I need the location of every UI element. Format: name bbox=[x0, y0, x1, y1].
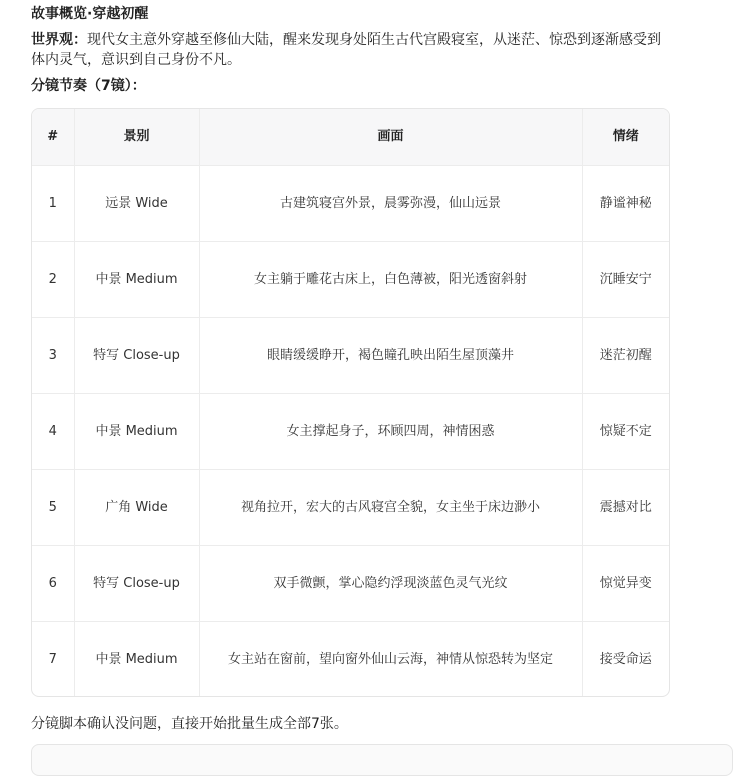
footer-message: 分镜脚本确认没问题，直接开始批量生成全部7张。 bbox=[31, 716, 348, 732]
worldview-text: 现代女主意外穿越至修仙大陆，醒来发现身处陌生古代宫殿寝室，从迷茫、惊恐到逐渐感受到体内灵气，意识到自己身份不凡。 bbox=[31, 32, 661, 68]
worldview-paragraph bbox=[31, 30, 671, 70]
cell-scene: 视角拉开，宏大的古风寝宫全貌，女主坐于床边渺小 bbox=[199, 470, 582, 546]
cell-number: 4 bbox=[32, 394, 74, 470]
table-row bbox=[32, 166, 669, 242]
storyboard-title: 分镜节奏（7镜）： bbox=[31, 78, 146, 94]
cell-scene: 女主站在窗前，望向窗外仙山云海，神情从惊恐转为坚定 bbox=[199, 622, 582, 698]
cell-emotion: 迷茫初醒 bbox=[582, 318, 669, 394]
header-emotion: 情绪 bbox=[582, 109, 669, 166]
cell-shot-type: 中景 Medium bbox=[74, 242, 199, 318]
cell-number: 3 bbox=[32, 318, 74, 394]
cell-number: 2 bbox=[32, 242, 74, 318]
table-row bbox=[32, 546, 669, 622]
cell-scene: 双手微颤，掌心隐约浮现淡蓝色灵气光纹 bbox=[199, 546, 582, 622]
table-row bbox=[32, 318, 669, 394]
cell-number: 6 bbox=[32, 546, 74, 622]
cell-scene: 眼睛缓缓睁开，褐色瞳孔映出陌生屋顶藻井 bbox=[199, 318, 582, 394]
cell-scene: 古建筑寝宫外景，晨雾弥漫，仙山远景 bbox=[199, 166, 582, 242]
cell-number: 5 bbox=[32, 470, 74, 546]
cell-number: 1 bbox=[32, 166, 74, 242]
table-row bbox=[32, 622, 669, 698]
header-shot-type: 景别 bbox=[74, 109, 199, 166]
cell-shot-type: 中景 Medium bbox=[74, 394, 199, 470]
cell-shot-type: 远景 Wide bbox=[74, 166, 199, 242]
cell-emotion: 静谧神秘 bbox=[582, 166, 669, 242]
table-row bbox=[32, 470, 669, 546]
cell-emotion: 惊觉异变 bbox=[582, 546, 669, 622]
header-scene: 画面 bbox=[199, 109, 582, 166]
cell-scene: 女主撑起身子，环顾四周，神情困惑 bbox=[199, 394, 582, 470]
cell-shot-type: 特写 Close-up bbox=[74, 546, 199, 622]
storyboard-table-container bbox=[31, 108, 670, 697]
cell-emotion: 沉睡安宁 bbox=[582, 242, 669, 318]
cell-emotion: 震撼对比 bbox=[582, 470, 669, 546]
storyboard-table bbox=[32, 109, 669, 697]
cell-number: 7 bbox=[32, 622, 74, 698]
cell-emotion: 惊疑不定 bbox=[582, 394, 669, 470]
story-heading: 故事概览·穿越初醒 bbox=[31, 6, 149, 22]
cell-emotion: 接受命运 bbox=[582, 622, 669, 698]
next-block-preview bbox=[31, 744, 733, 776]
table-header-row bbox=[32, 109, 669, 166]
table-row bbox=[32, 242, 669, 318]
cell-shot-type: 特写 Close-up bbox=[74, 318, 199, 394]
cell-scene: 女主躺于雕花古床上，白色薄被，阳光透窗斜射 bbox=[199, 242, 582, 318]
message-content bbox=[31, 0, 731, 96]
cell-shot-type: 中景 Medium bbox=[74, 622, 199, 698]
worldview-label: 世界观： bbox=[31, 32, 87, 48]
table-row bbox=[32, 394, 669, 470]
header-number: # bbox=[32, 109, 74, 166]
cell-shot-type: 广角 Wide bbox=[74, 470, 199, 546]
